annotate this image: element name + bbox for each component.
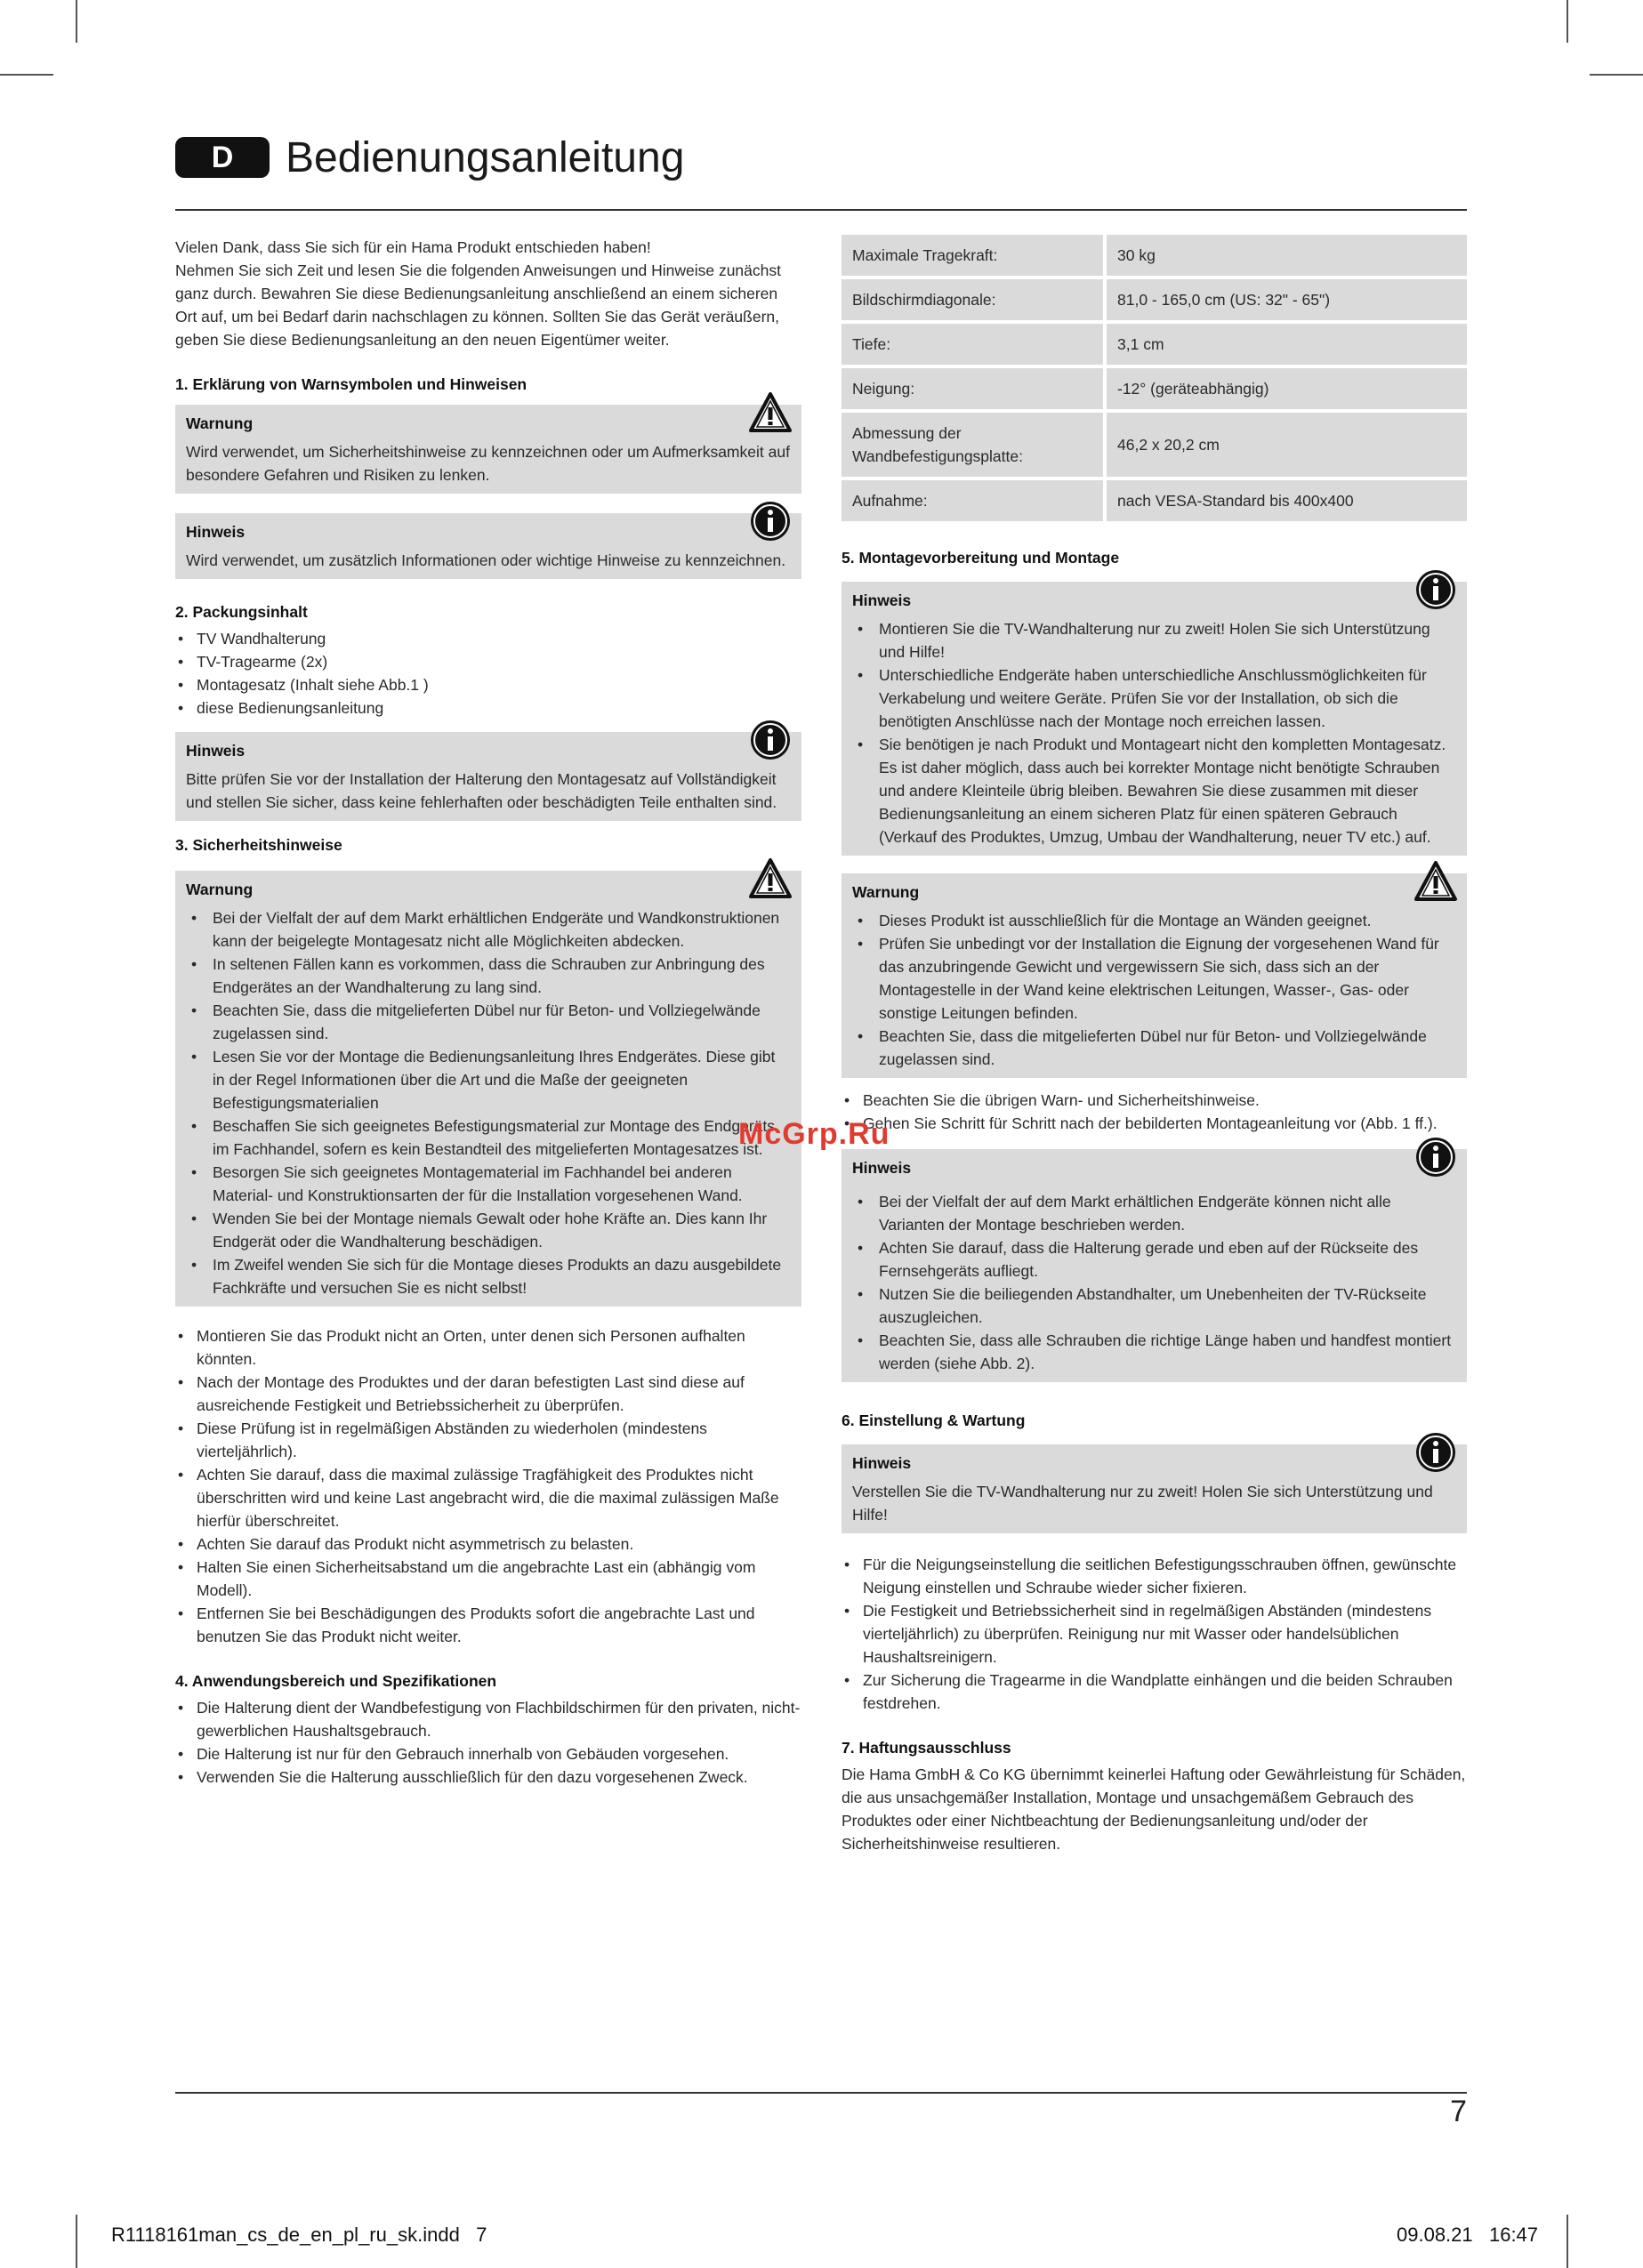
- list-item: • Beachten Sie, dass alle Schrauben die richtige Länge haben und handfest montiert werden (siehe Abb. 2).: [852, 1329, 1456, 1375]
- warning-title: Warnung: [186, 414, 254, 432]
- list-item: • Achten Sie darauf das Produkt nicht asymmetrisch zu belasten.: [175, 1532, 801, 1556]
- note-list: [852, 1190, 1456, 1375]
- note-box: [175, 513, 801, 579]
- note-box: [842, 582, 1467, 856]
- note-box: [842, 1444, 1467, 1533]
- list-item: • TV Wandhalterung: [175, 627, 801, 650]
- warning-title: Warnung: [186, 881, 254, 898]
- info-icon: [1413, 567, 1458, 612]
- note-list: [852, 617, 1456, 848]
- list-item: • Für die Neigungseinstellung die seitlichen Befestigungsschrauben öffnen, gewünschte Neigung einstellen und Schraube wieder sicher fixieren.: [842, 1553, 1467, 1599]
- info-icon: [748, 499, 793, 543]
- crop-mark: [76, 0, 77, 43]
- note-box: [175, 732, 801, 821]
- list-item: • Halten Sie einen Sicherheitsabstand um die angebrachte Last ein (abhängig vom Modell).: [175, 1556, 801, 1602]
- table-row: Abmessung der Wandbefestigungsplatte: 46,2 x 20,2 cm: [842, 413, 1467, 477]
- crop-mark: [1590, 74, 1643, 76]
- warning-box: [175, 871, 801, 1307]
- section-6-heading: 6. Einstellung & Wartung: [842, 1411, 1026, 1429]
- warning-text: Wird verwendet, um Sicherheitshinweise zu kennzeichnen oder um Aufmerksamkeit auf besondere Gefahren und Risiken zu lenken.: [186, 443, 790, 484]
- list-item: • Zur Sicherung die Tragearme in die Wandplatte einhängen und die beiden Schrauben festdrehen.: [842, 1669, 1467, 1715]
- note-box: [842, 1149, 1467, 1382]
- watermark: McGrp.Ru: [738, 1117, 890, 1151]
- table-row: Bildschirmdiagonale: 81,0 - 165,0 cm (US: 32" - 65"): [842, 279, 1467, 320]
- note-title: Hinweis: [186, 742, 246, 760]
- warning-box: [175, 405, 801, 494]
- table-row: Maximale Tragekraft: 30 kg: [842, 235, 1467, 276]
- footer-rule: [175, 2092, 1467, 2094]
- list-item: • Die Halterung dient der Wandbefestigung von Flachbildschirmen für den privaten, nicht-gewerblichen Haushaltsgebrauch.: [175, 1696, 801, 1742]
- list-item: • Nach der Montage des Produktes und der daran befestigten Last sind diese auf ausreichende Festigkeit und Betriebssicherheit zu überprüfen.: [175, 1371, 801, 1417]
- list-item: • TV-Tragearme (2x): [175, 650, 801, 673]
- warning-list: [186, 906, 791, 1299]
- list-item: • Verwenden Sie die Halterung ausschließlich für den dazu vorgesehenen Zweck.: [175, 1765, 801, 1789]
- list-item: • Bei der Vielfalt der auf dem Markt erhältlichen Endgeräte können nicht alle Varianten der Montage beschrieben werden.: [852, 1190, 1456, 1236]
- package-contents-list: [175, 627, 801, 720]
- left-column: [175, 236, 801, 1789]
- list-item: • Die Halterung ist nur für den Gebrauch innerhalb von Gebäuden vorgesehen.: [175, 1742, 801, 1765]
- list-item: • Montieren Sie die TV-Wandhalterung nur zu zweit! Holen Sie sich Unterstützung und Hilfe!: [852, 617, 1456, 664]
- table-row: Neigung: -12° (geräteabhängig): [842, 368, 1467, 409]
- list-item: • Achten Sie darauf, dass die maximal zulässige Tragfähigkeit des Produktes nicht überschritten wird und keine Last angebracht wird, die die maximal zulässigen Maße hierfür überschreitet.: [175, 1463, 801, 1532]
- info-icon: [1413, 1430, 1458, 1475]
- list-item: • Gehen Sie Schritt für Schritt nach der bebilderten Montageanleitung vor (Abb. 1 ff.).: [842, 1112, 1467, 1135]
- section-4-heading: 4. Anwendungsbereich und Spezifikationen: [175, 1672, 497, 1690]
- list-item: • Die Festigkeit und Betriebssicherheit sind in regelmäßigen Abständen (mindestens vierteljährlich) zu überprüfen. Reinigung nur mit Wasser oder handelsüblichen Haushaltsreinigern.: [842, 1599, 1467, 1669]
- list-item: • Wenden Sie bei der Montage niemals Gewalt oder hohe Kräfte an. Dies kann Ihr Endgerät oder die Wandhalterung beschädigen.: [186, 1207, 791, 1253]
- application-list: [175, 1696, 801, 1789]
- mounting-list: [842, 1089, 1467, 1135]
- note-title: Hinweis: [852, 591, 912, 609]
- maintenance-list: [842, 1553, 1467, 1715]
- intro-paragraph: Vielen Dank, dass Sie sich für ein Hama Produkt entschieden haben! Nehmen Sie sich Zeit und lesen Sie die folgenden Anweisungen und Hinweise zunächst ganz durch. Bewahren Sie diese Bedienungsanleitung anschließend an einem sicheren Ort auf, um bei Bedarf darin nachschlagen zu können. Sollten Sie das Gerät veräußern, geben Sie diese Bedienungsanleitung an den neuen Eigentümer weiter.: [175, 238, 781, 349]
- safety-list: [175, 1324, 801, 1648]
- list-item: • In seltenen Fällen kann es vorkommen, dass die Schrauben zur Anbringung des Endgerätes an der Wandhalterung zu lang sind.: [186, 953, 791, 999]
- list-item: • Entfernen Sie bei Beschädigungen des Produkts sofort die angebrachte Last und benutzen Sie das Produkt nicht weiter.: [175, 1602, 801, 1648]
- note-text: Wird verwendet, um zusätzlich Informationen oder wichtige Hinweise zu kennzeichnen.: [186, 551, 786, 569]
- list-item: • Prüfen Sie unbedingt vor der Installation die Eignung der vorgesehenen Wand für das anzubringende Gewicht und vergewissern Sie sich, dass sich an der Montagestelle in der Wand keine elektrischen Leitungen, Wasser-, Gas- oder sonstige Leitungen befinden.: [852, 932, 1456, 1025]
- language-badge: D: [175, 137, 270, 178]
- list-item: • Sie benötigen je nach Produkt und Montageart nicht den kompletten Montagesatz. Es ist daher möglich, dass auch bei korrekter Montage nicht benötigte Schrauben und andere Kleinteile übrig bleiben. Bewahren Sie diese zusammen mit dieser Bedienungsanleitung an einem sicheren Platz für einen späteren Gebrauch (Verkauf des Produktes, Umzug, Umbau der Wandhalterung, neuer TV etc.) auf.: [852, 733, 1456, 848]
- list-item: • Achten Sie darauf, dass die Halterung gerade und eben auf der Rückseite des Fernsehgeräts aufliegt.: [852, 1236, 1456, 1283]
- crop-mark: [0, 74, 53, 76]
- file-slug: R1118161man_cs_de_en_pl_ru_sk.indd 7: [111, 2224, 487, 2246]
- note-title: Hinweis: [852, 1159, 912, 1177]
- list-item: • Nutzen Sie die beiliegenden Abstandhalter, um Unebenheiten der TV-Rückseite auszugleichen.: [852, 1283, 1456, 1329]
- crop-mark: [76, 2215, 77, 2268]
- disclaimer-text: Die Hama GmbH & Co KG übernimmt keinerlei Haftung oder Gewährleistung für Schäden, die aus unsachgemäßer Installation, Montage und unsachgemäßem Gebrauch des Produktes oder einer Nichtbeachtung der Bedienungsanleitung und/oder der Sicherheitshinweise resultieren.: [842, 1765, 1466, 1853]
- table-row: Aufnahme: nach VESA-Standard bis 400x400: [842, 480, 1467, 521]
- note-title: Hinweis: [852, 1454, 912, 1472]
- section-1-heading: 1. Erklärung von Warnsymbolen und Hinweisen: [175, 375, 528, 393]
- list-item: • Beachten Sie die übrigen Warn- und Sicherheitshinweise.: [842, 1089, 1467, 1112]
- list-item: • diese Bedienungsanleitung: [175, 696, 801, 720]
- list-item: • Dieses Produkt ist ausschließlich für die Montage an Wänden geeignet.: [852, 909, 1456, 932]
- section-7-heading: 7. Haftungsausschluss: [842, 1739, 1011, 1757]
- page-header: [175, 133, 1467, 211]
- warning-title: Warnung: [852, 883, 920, 901]
- list-item: • Beachten Sie, dass die mitgelieferten Dübel nur für Beton- und Vollziegelwände zugelassen sind.: [186, 999, 791, 1045]
- table-row: Tiefe: 3,1 cm: [842, 324, 1467, 365]
- right-column: [842, 236, 1467, 1866]
- spec-table: [842, 231, 1467, 525]
- warning-triangle-icon: [1413, 859, 1458, 904]
- list-item: • Beachten Sie, dass die mitgelieferten Dübel nur für Beton- und Vollziegelwände zugelassen sind.: [852, 1025, 1456, 1071]
- list-item: • Bei der Vielfalt der auf dem Markt erhältlichen Endgeräte und Wandkonstruktionen kann der beigelegte Montagesatz nicht alle Möglichkeiten abdecken.: [186, 906, 791, 953]
- section-3-heading: 3. Sicherheitshinweise: [175, 836, 342, 854]
- list-item: • Beschaffen Sie sich geeignetes Befestigungsmaterial zur Montage des Endgeräts im Fachhandel, sofern es kein Bestandteil des mitgelieferten Montagesatzes ist.: [186, 1114, 791, 1161]
- date-slug: 09.08.21 16:47: [1397, 2224, 1539, 2246]
- list-item: • Unterschiedliche Endgeräte haben unterschiedliche Anschlussmöglichkeiten für Verkabelung und weitere Geräte. Prüfen Sie vor der Installation, ob sich die benötigten Anschlüsse nach der Montage noch erreichen lassen.: [852, 664, 1456, 733]
- list-item: • Im Zweifel wenden Sie sich für die Montage dieses Produkts an dazu ausgebildete Fachkräfte und versuchen Sie es nicht selbst!: [186, 1253, 791, 1299]
- note-text: Bitte prüfen Sie vor der Installation der Halterung den Montagesatz auf Vollständigkeit und stellen Sie sicher, dass keine fehlerhaften oder beschädigten Teile enthalten sind.: [186, 770, 777, 811]
- section-2-heading: 2. Packungsinhalt: [175, 603, 308, 621]
- info-icon: [1413, 1135, 1458, 1179]
- section-5-heading: 5. Montagevorbereitung und Montage: [842, 549, 1120, 567]
- list-item: • Lesen Sie vor der Montage die Bedienungsanleitung Ihres Endgerätes. Diese gibt in der Regel Informationen über die Art und die Maße der geeigneten Befestigungsmaterialien: [186, 1045, 791, 1114]
- warning-list: [852, 909, 1456, 1071]
- list-item: • Besorgen Sie sich geeignetes Montagematerial im Fachhandel bei anderen Material- und Konstruktionsarten der für die Installation vorgesehenen Wand.: [186, 1161, 791, 1207]
- info-icon: [748, 718, 793, 762]
- list-item: • Diese Prüfung ist in regelmäßigen Abständen zu wiederholen (mindestens vierteljährlich).: [175, 1417, 801, 1463]
- warning-triangle-icon: [748, 390, 793, 435]
- crop-mark: [1566, 0, 1568, 43]
- note-text: Verstellen Sie die TV-Wandhalterung nur zu zweit! Holen Sie sich Unterstützung und Hilfe!: [852, 1483, 1433, 1524]
- list-item: • Montieren Sie das Produkt nicht an Orten, unter denen sich Personen aufhalten könnten.: [175, 1324, 801, 1371]
- warning-box: [842, 873, 1467, 1078]
- list-item: • Montagesatz (Inhalt siehe Abb.1 ): [175, 673, 801, 696]
- note-title: Hinweis: [186, 523, 246, 541]
- page-number: 7: [1450, 2095, 1467, 2128]
- warning-triangle-icon: [748, 857, 793, 901]
- page-title: Bedienungsanleitung: [286, 134, 685, 181]
- crop-mark: [1566, 2215, 1568, 2268]
